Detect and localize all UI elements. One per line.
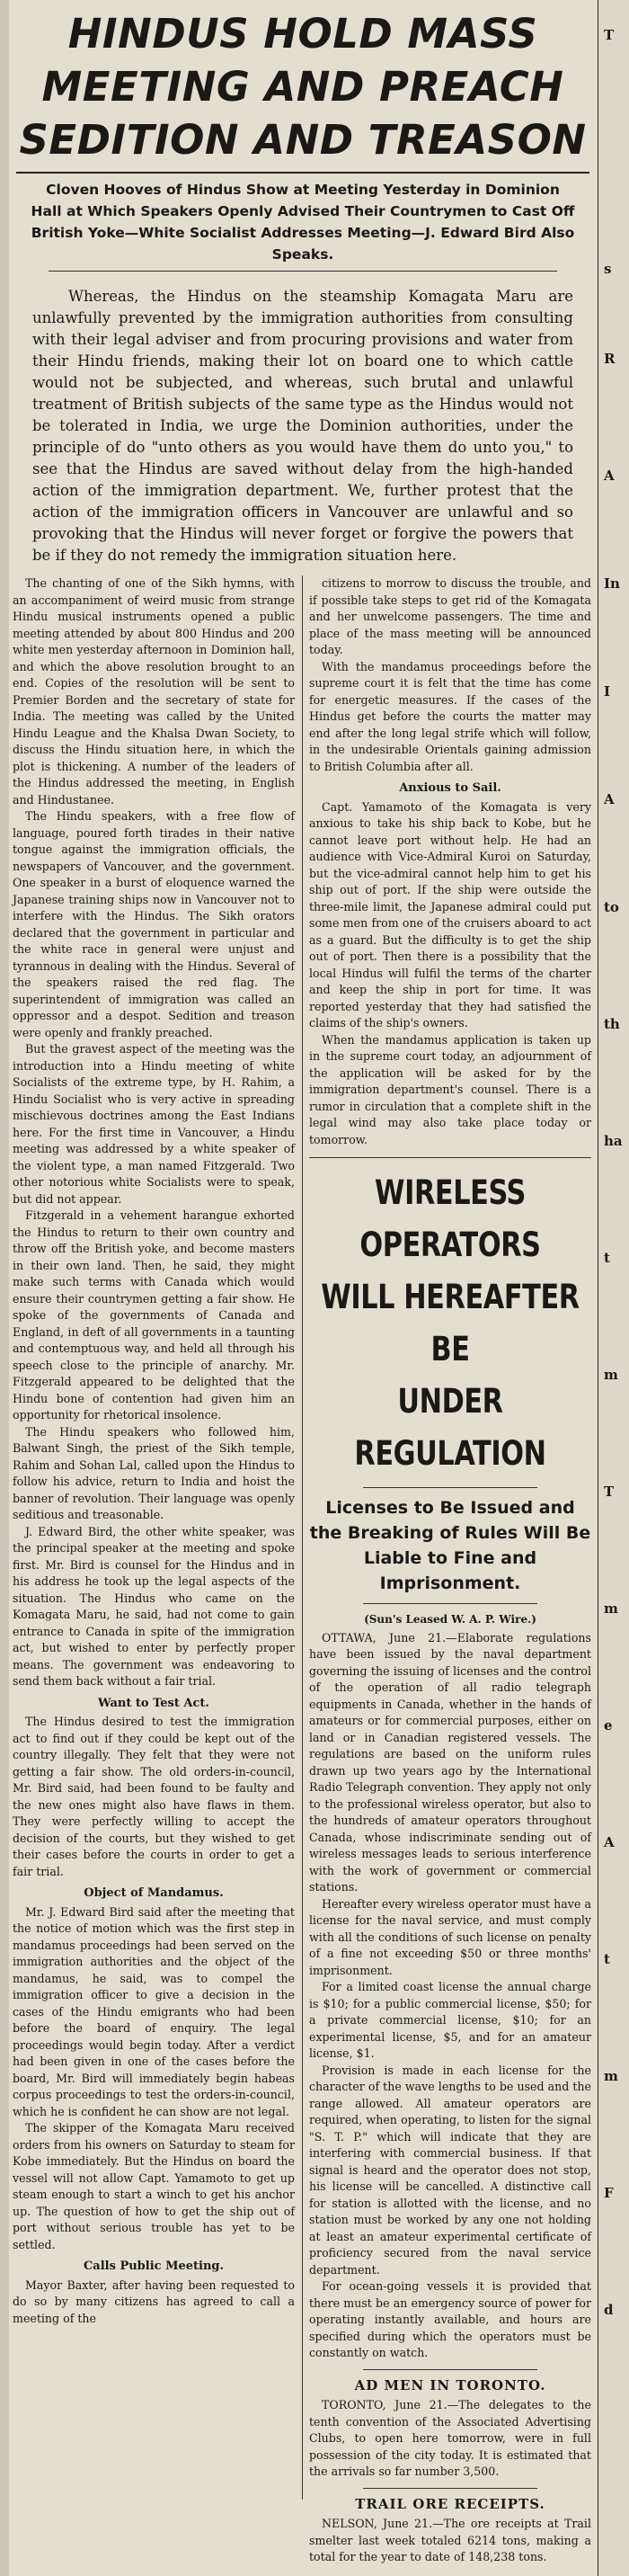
subhead-anxious: Anxious to Sail. [399,781,501,795]
edge-letter: I [604,683,611,700]
right-column [309,575,591,2563]
headline-line: HINDUS HOLD MASS [67,10,538,58]
body-paragraph: J. Edward Bird, the other white speaker, was the principal speaker at the meeting and spoke first. Mr. Bird is counsel for the Hindus and in his address he took up the legal aspects of the situation. The Hindus who came on the Komagata Maru, he said, had not come to gain entrance to Canada in spite of the immigration act, but wished to enter by perfectly proper means. The government was endeavoring to send them back without a fair trial. [13,1524,295,1688]
edge-letter: th [604,1016,620,1032]
section-rule [363,1603,537,1604]
body-paragraph: Provision is made in each license for the character of the wave lengths to be used and the range allowed. All amateur operators are required, when operating, to listen for the signal "S. T. P." which will indicate that they are interfering with commercial business. If that signal is heard and the operator does not stop, his license will be cancelled. A distinctive call for station is allotted with the license, and no station must be worked by any one not holding at least an amateur experimental certificate of proficiency secured from the naval service department. [309,2063,591,2277]
edge-letter: A [604,468,615,484]
article-deck: Cloven Hooves of Hindus Show at Meeting Yesterday in Dominion Hall at Which Speakers Openly Advised Their Countrymen to Cast Off British Yoke—White Socialist Addresses Meeting—J. Edward Bird Also Speaks. [31,182,575,263]
left-column [13,575,295,2500]
body-paragraph: citizens to morrow to discuss the trouble, and if possible take steps to get rid of the Komagata and her unwelcome passengers. The time and place of the mass meeting will be announced today. [309,576,591,656]
body-paragraph: When the mandamus application is taken up in the supreme court today, an adjournment of the application will be asked for by the immigration department's counsel. There is a rumor in circulation that a complete shift in the legal wind may also take place today or tomorrow. [309,1032,591,1146]
subhead-public-meeting: Calls Public Meeting. [83,2260,225,2273]
edge-letter: T [604,1484,615,1500]
headline-line: SEDITION AND TREASON [19,116,587,164]
trail-headline: TRAIL ORE RECEIPTS. [355,2495,545,2512]
edge-letter: d [604,2302,614,2318]
article-area [13,5,593,2572]
body-paragraph: OTTAWA, June 21.—Elaborate regulations have been issued by the naval department governing the issuing of licenses and the control of the operation of all radio telegraph equipments in Canada, whether in the hands of amateurs or for commercial purposes, either on land or in Canadian registered vessels. The regulations are based on the uniform rules drawn up two years ago by the International Radio Telegraph convention. They apply not only to the professional wireless operator, but also to the hundreds of amateur operators throughout Canada, whose indiscriminate sending out of wireless messages leads to serious interference with the work of government or commercial stations. [309,1630,591,1894]
body-paragraph: For a limited coast license the annual charge is $10; for a public commercial license, $50; for a private commercial license, $10; for an experimental license, $5, and for an amateur license, $1. [309,1980,591,2060]
body-columns [13,575,593,2563]
left-page-edge [0,0,9,2576]
subhead-test-act: Want to Test Act. [98,1696,209,1710]
section-rule [309,1157,591,1158]
edge-letter: m [604,2068,618,2084]
wireless-headline [309,1167,591,1480]
wireless-headline-line: UNDER REGULATION [354,1382,546,1473]
column-rule [302,575,303,2500]
edge-letter: A [604,1834,615,1850]
body-paragraph: Hereafter every wireless operator must have a license for the naval service, and must comply with all the conditions of such license on penalty of a fine not exceeding $50 or three months' imprisonment. [309,1896,591,1977]
body-paragraph: The skipper of the Komagata Maru received orders from his owners on Saturday to steam for Kobe immediately. But the Hindus on board the vessel will not allow Capt. Yamamoto to get up steam enough to start a winch to get his anchor up. The question of how to get the ship out of port without serious trouble has yet to be settled. [13,2121,295,2251]
edge-letter: to [604,899,619,915]
body-paragraph: Mr. J. Edward Bird said after the meeting that the notice of motion which was the first step in mandamus proceedings had been served on the immigration authorities and the object of the mandamus, he said, was to compel the immigration officer to give a decision in the cases of the Hindu emigrants who had been before the board of enquiry. The legal proceedings would begin today. After a verdict had been given in one of the cases before the board, Mr. Bird will immediately begin habeas corpus proceedings to test the orders-in-council, which he is confident he can show are not legal. [13,1904,295,2118]
ad-men-headline: AD MEN IN TORONTO. [354,2376,546,2393]
section-rule [363,1487,537,1488]
section-rule [363,2369,537,2370]
edge-letter: e [604,1717,613,1734]
body-paragraph: But the gravest aspect of the meeting was the introduction into a Hindu meeting of white Socialists of the extreme type, by H. Rahim, a Hindu Socialist who is very active in spreading mischievous doctrines among the East Indians here. For the first time in Vancouver, a Hindu meeting was addressed by a white speaker of the violent type, a man named Fitzgerald. Two other notorious white Socialists were to speak, but did not appear. [13,1042,295,1206]
body-paragraph: Fitzgerald in a vehement harangue exhorted the Hindus to return to their own country and throw off the British yoke, and become masters in their own land. Then, he said, they might make such terms with Canada which would ensure their countrymen getting a fair show. He spoke of the governments of Canada and England, in deft of all governments in a taunting and contemptuous way, and held all through his speech close to the principle of anarchy. Mr. Fitzgerald appeared to be delighted that the Hindu bone of contention had given him an opportunity for rhetorical insolence. [13,1208,295,1422]
deck-rule [49,271,557,272]
edge-letter: m [604,1600,618,1617]
wireless-headline-line: WIRELESS OPERATORS [359,1173,541,1264]
headline-line: MEETING AND PREACH [41,63,564,111]
subhead-mandamus: Object of Mandamus. [84,1886,224,1900]
adjacent-column-edge [598,0,629,2576]
wireless-headline-line: WILL HEREAFTER BE [321,1278,580,1368]
body-paragraph: With the mandamus proceedings before the supreme court it is felt that the time has come for energetic measures. If the cases of the Hindus get before the courts the matter may end after the long legal strife which will follow, in the undesirable Orientals gaining admission to British Columbia after all. [309,659,591,773]
body-paragraph: The chanting of one of the Sikh hymns, with an accompaniment of weird music from strange Hindu musical instruments opened a public meeting attended by about 800 Hindus and 200 white men yesterday afternoon in Dominion hall, and which the above resolution brought to an end. Copies of the resolution will be sent to Premier Borden and the secretary of state for India. The meeting was called by the United Hindu League and the Khalsa Dwan Society, to discuss the Hindu situation here, in which the plot is thickening. A number of the leaders of the Hindus addressed the meeting, in English and Hindustanee. [13,576,295,807]
section-rule [363,2488,537,2489]
edge-letter: t [604,1951,610,1967]
body-paragraph: The Hindu speakers who followed him, Balwant Singh, the priest of the Sikh temple, Rahim and Sohan Lal, called upon the Hindus to follow his advice, return to India and hoist the banner of revolution. Their language was openly seditious and treasonable. [13,1424,295,1521]
wireless-deck: Licenses to Be Issued and the Breaking of Rules Will Be Liable to Fine and Imprisonment. [309,1498,591,1593]
edge-letter: t [604,1250,610,1266]
body-paragraph: NELSON, June 21.—The ore receipts at Trail smelter last week totaled 6214 tons, making a total for the year to date of 148,238 tons. [309,2517,591,2563]
edge-letter: A [604,791,615,807]
body-paragraph: Capt. Yamamoto of the Komagata is very anxious to take his ship back to Kobe, but he cannot leave port without help. He had an audience with Vice-Admiral Kuroi on Saturday, but the vice-admiral cannot help him to get his ship out of port. If the ship were outside the three-mile limit, the Japanese admiral could put some men from one of the cruisers aboard to act as a guard. But the difficulty is to get the ship out of port. Then there is a possibility that the local Hindus will fulfil the terms of the charter and keep the ship in port for time. It was reported yesterday that they had satisfied the claims of the ship's owners. [309,799,591,1030]
edge-letter: s [604,261,612,277]
headline-rule [16,172,589,174]
wire-credit: (Sun's Leased W. A. P. Wire.) [364,1613,536,1626]
body-paragraph: For ocean-going vessels it is provided that there must be an emergency source of power for operating instantly available, and hours are specified during which the operators must be constantly on watch. [309,2279,591,2359]
edge-letter: F [604,2185,614,2201]
edge-letter: m [604,1367,618,1383]
edge-letter: ha [604,1133,623,1149]
resolution-text: Whereas, the Hindus on the steamship Komagata Maru are unlawfully prevented by the immigration authorities from consulting with their legal adviser and from procuring provisions and water from their Hindu friends, making their lot on board one to which cattle would not be subjected, and whereas, such brutal and unlawful treatment of British subjects of the same type as the Hindus would not be tolerated in India, we urge the Dominion authorities, under the principle of do "unto others as you would have them do unto you," to see that the Hindus are saved without delay from the high-handed action of the immigration department. We, further protest that the action of the immigration officers in Vancouver are unlawful and so provoking that the Hindus will never forget or forgive the powers that be if they do not remedy the immigration situation here. [32,288,573,564]
edge-letter: In [604,575,620,592]
body-paragraph: TORONTO, June 21.—The delegates to the tenth convention of the Associated Advertising Clubs, to open here tomorrow, were in full possession of the city today. It is estimated that the arrivals so far number 3,500. [309,2398,591,2478]
body-paragraph: Mayor Baxter, after having been requested to do so by many citizens has agreed to call a meeting of the [13,2277,295,2325]
body-paragraph: The Hindu speakers, with a free flow of language, poured forth tirades in their native tongue against the immigration officials, the newspapers of Vancouver, and the government. One speaker in a burst of eloquence warned the Japanese training ships now in Vancouver not to interfere with the Hindus. The Sikh orators declared that the government in particular and the white race in general were unjust and tyrannous in dealing with the Hindus. Several of the speakers raised the red flag. The superintendent of immigration was called an oppressor and a despot. Sedition and treason were openly and frankly preached. [13,809,295,1039]
edge-letter: T [604,27,615,43]
edge-letter: R [604,351,616,367]
main-headline [13,9,593,165]
body-paragraph: The Hindus desired to test the immigration act to find out if they could be kept out of the country illegally. They felt that they were not getting a fair show. The old orders-in-council, Mr. Bird said, had been found to be faulty and the new ones might also have flaws in them. They were perfectly willing to accept the decision of the courts, but they wished to get their cases before the courts in order to get a fair trial. [13,1715,295,1878]
